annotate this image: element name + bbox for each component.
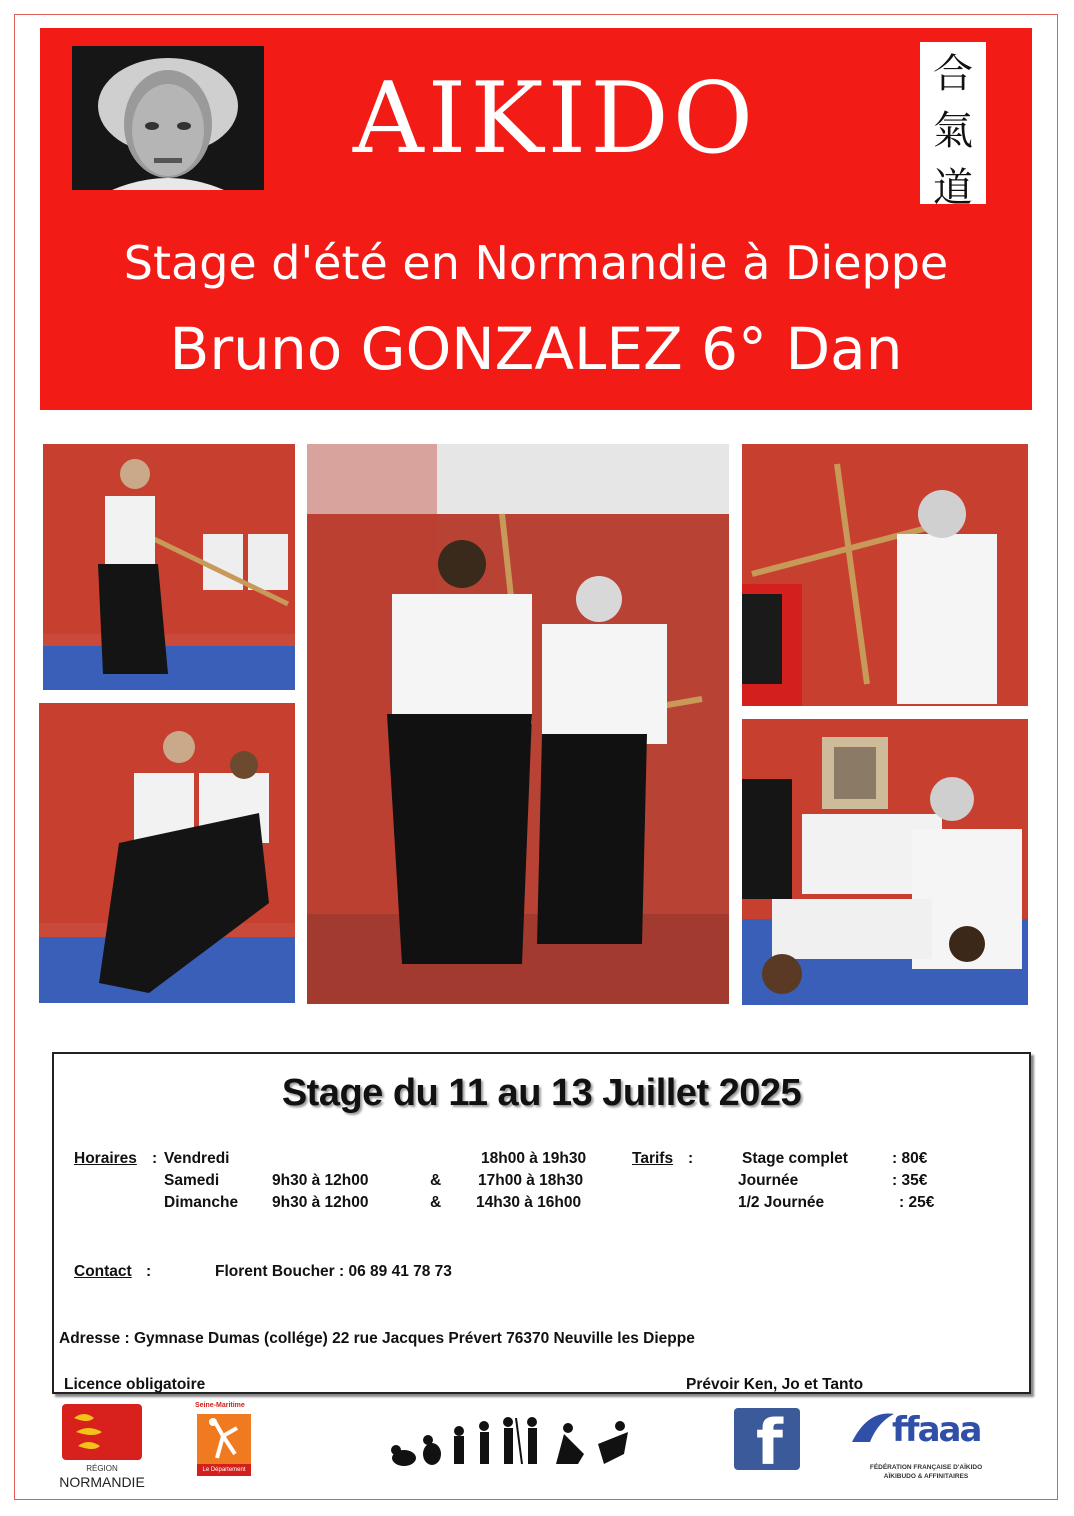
tarifs-label: Tarifs <box>632 1150 674 1167</box>
tarif-full-price: : 80€ <box>892 1150 928 1167</box>
seine-maritime-top-text: Seine-Maritime <box>195 1402 245 1409</box>
kanji-ki: 氣 <box>933 108 973 154</box>
ffaaa-logo <box>846 1406 1006 1488</box>
photo-1 <box>43 444 295 690</box>
tarif-halfday-label: 1/2 Journée <box>738 1194 825 1211</box>
contact-label: Contact <box>74 1263 132 1280</box>
ffaaa-letters: ffaaa <box>892 1410 981 1450</box>
horaires-colon: : <box>152 1150 158 1167</box>
photo-3 <box>307 444 729 1004</box>
contact-colon: : <box>146 1263 152 1280</box>
tarif-day-label: Journée <box>738 1172 799 1189</box>
kanji-ai: 合 <box>933 51 973 97</box>
schedule-saturday-amp: & <box>430 1172 442 1189</box>
normandie-lions-icon <box>62 1404 142 1460</box>
ffaaa-bird-icon <box>848 1406 898 1446</box>
facebook-letter: f <box>756 1408 783 1470</box>
equipment-text: Prévoir Ken, Jo et Tanto <box>686 1376 864 1393</box>
region-small-text: RÉGION <box>86 1464 118 1473</box>
ffaaa-line2: AÏKIBUDO & AFFINITAIRES <box>883 1473 969 1480</box>
teacher-portrait <box>72 46 264 190</box>
schedule-friday-afternoon: 18h00 à 19h30 <box>481 1150 587 1167</box>
tarifs-colon: : <box>688 1150 694 1167</box>
region-big-text: NORMANDIE <box>59 1474 145 1490</box>
schedule-sunday-afternoon: 14h30 à 16h00 <box>476 1194 582 1211</box>
event-subtitle: Stage d'été en Normandie à Dieppe <box>123 236 949 290</box>
evolution-silhouettes-icon <box>388 1414 638 1470</box>
schedule-day-sunday: Dimanche <box>164 1194 239 1211</box>
seine-maritime-logo <box>195 1402 255 1478</box>
schedule-sunday-amp: & <box>430 1194 442 1211</box>
teacher-name: Bruno GONZALEZ 6° Dan <box>169 315 903 383</box>
page-title: AIKIDO <box>352 62 758 176</box>
kanji-do: 道 <box>933 165 973 211</box>
tarif-halfday-price: : 25€ <box>899 1194 935 1211</box>
schedule-day-saturday: Samedi <box>164 1172 220 1189</box>
licence-text: Licence obligatoire <box>64 1376 206 1393</box>
schedule-day-friday: Vendredi <box>164 1150 230 1167</box>
seine-maritime-figure-icon <box>197 1414 251 1464</box>
tarif-day-price: : 35€ <box>892 1172 928 1189</box>
schedule-sunday-morning: 9h30 à 12h00 <box>272 1194 369 1211</box>
region-normandie-logo <box>44 1402 160 1492</box>
stage-dates: Stage du 11 au 13 Juillet 2025 <box>281 1072 802 1114</box>
photo-5 <box>742 719 1028 1005</box>
tarif-full-label: Stage complet <box>742 1150 848 1167</box>
horaires-label: Horaires <box>74 1150 137 1167</box>
ffaaa-line1: FÉDÉRATION FRANÇAISE D'AÏKIDO <box>869 1464 983 1471</box>
contact-value: Florent Boucher : 06 89 41 78 73 <box>215 1263 452 1280</box>
schedule-saturday-morning: 9h30 à 12h00 <box>272 1172 369 1189</box>
facebook-icon[interactable] <box>734 1408 800 1470</box>
schedule-saturday-afternoon: 17h00 à 18h30 <box>478 1172 584 1189</box>
photo-4 <box>742 444 1028 706</box>
seine-maritime-bottom-text: Le Département <box>197 1464 251 1476</box>
photo-2 <box>39 703 295 1003</box>
address-text: Adresse : Gymnase Dumas (collége) 22 rue Jacques Prévert 76370 Neuville les Dieppe <box>59 1330 695 1347</box>
aikido-kanji-box <box>920 42 986 211</box>
